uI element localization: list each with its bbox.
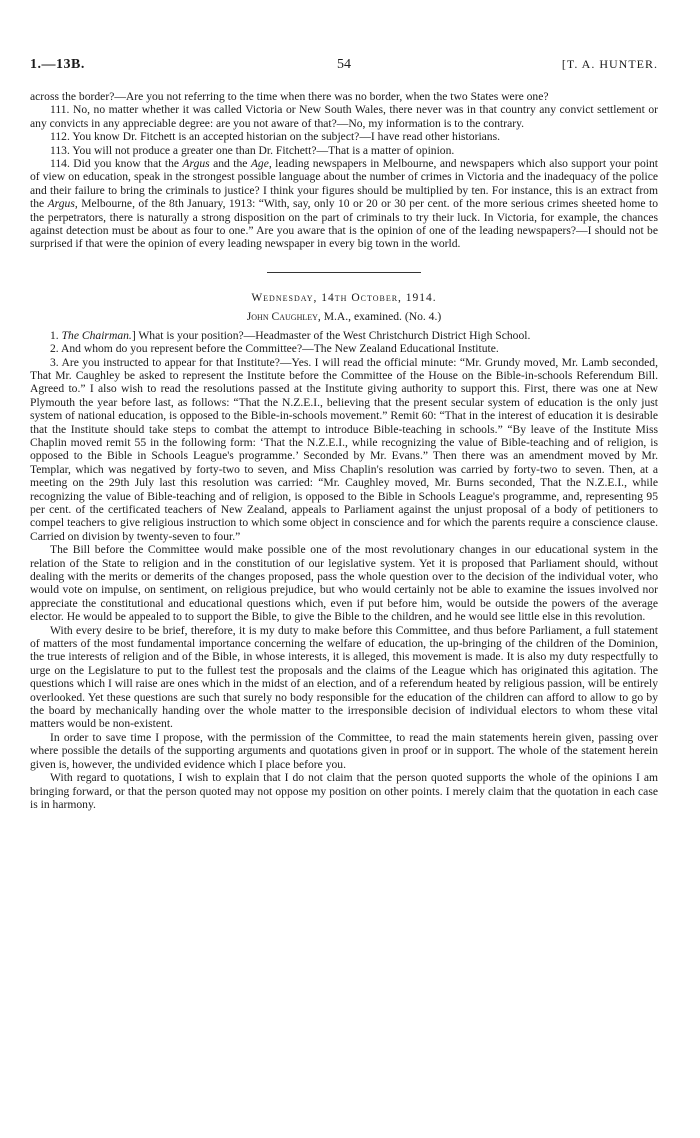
paragraph-q112: 112. You know Dr. Fitchett is an accepted historian on the subject?—I have read other historians. <box>50 130 501 144</box>
page-number: 54 <box>337 57 351 72</box>
sitting-date: Wednesday, 14th October, 1914. <box>251 291 437 304</box>
q114-text-d: , Melbourne, of the 8th January, 1913: “With, say, only 10 or 20 or 30 per cent. of the more serious crimes sheeted home to the perpetrators, there is naturally a strong disposition on the part of criminals to try their luck. In Victoria, for example, the chances against detection must be about as four to one.” Are you aware that is the opinion of one of the leading newspapers?—I should not be surprised if that were the opinion of every leading newspaper in every big town in the world. <box>30 197 658 251</box>
witness-details: , M.A., examined. (No. 4.) <box>317 310 442 324</box>
q1-text: ] What is your position?—Headmaster of the West Christchurch District High School. <box>131 328 531 342</box>
q114-text-c: , leading newspapers in Melbourne, and newspapers which also support your point of view on education, speak in the strongest possible language about the number of crimes in Victoria and the inadequacy of the police and their failure to bring the criminals to justice? I think your figures should be multiplied by ten. For instance, this is an extract from the <box>30 157 658 211</box>
paragraph-q113: 113. You will not produce a greater one than Dr. Fitchett?—That is a matter of opinion. <box>50 143 455 157</box>
document-body <box>30 90 658 811</box>
newspaper-argus: Argus <box>182 157 210 171</box>
paragraph-bill: The Bill before the Committee would make possible one of the most revolutionary changes in our educational system in the relation of the State to religion and in the constitution of our legislative system. Yet it is proposed that Parliament should, without dealing with the merits or demerits of the changes proposed, pass the whole question over to the decision of the individual voter, who would vote on impulse, on sentiment, on religious prejudice, but who would certainly not be able to examine the issues involved nor appreciate the constitutional and educational questions which, even if put before him, would be outside the powers of the average elector. He would be appealed to to support the Bible, to give the Bible to the children, and he would see little else in this revolution. <box>30 543 658 624</box>
witness-name: John Caughley <box>246 310 318 324</box>
paragraph-q2: 2. And whom do you represent before the Committee?—The New Zealand Educational Institute. <box>50 342 499 356</box>
newspaper-age: Age <box>250 157 269 171</box>
chairman-label: The Chairman. <box>61 328 132 342</box>
witness-running-head: [T. A. HUNTER. <box>561 57 658 71</box>
paragraph-q1 <box>30 329 658 342</box>
paragraph-q111: 111. No, no matter whether it was called Victoria or New South Wales, there never was in that country any convict settlement or any convicts in any appreciable degree: are you not aware of that?—No, my information is to the contrary. <box>30 103 658 130</box>
paragraph-quotations: With regard to quotations, I wish to explain that I do not claim that the person quoted supports the whole of the opinions I am bringing forward, or that the person quoted may not oppose my position on other points. I merely claim that the quotation in each case is in harmony. <box>30 771 658 811</box>
q114-text-a: 114. Did you know that the <box>50 157 183 171</box>
paragraph-continuation: across the border?—Are you not referring to the time when there was no border, when the two States were one? <box>30 90 549 103</box>
paragraph-q114 <box>30 157 658 251</box>
newspaper-argus-2: Argus <box>47 197 75 211</box>
paragraph-q3: 3. Are you instructed to appear for that Institute?—Yes. I will read the official minute: “Mr. Grundy moved, Mr. Lamb seconded, That Mr. Caughley be asked to represent the Institute before the Committee of the House on the Bible-in-schools Referendum Bill. Agreed to.” I also wish to read the resolutions passed at the Institute giving authority to support this. First, there was one at New Plymouth the year before last, as follows: “That the N.Z.E.I., believing that the present secular system of education is the only just system of national education, is opposed to the Bible-in-schools movement.” Remit 60: “That in the interest of education it is desirable that the Institute should take steps to combat the attempt to introduce Bible-teaching in schools.” “By leave of the Institute Miss Chaplin moved remit 55 in the following form: ‘That the N.Z.E.I., while recognizing the value of Bible-teaching and of religion, is opposed to the Bible in Schools League's programme.’ Seconded by Mr. Evans.” Then there was an amendment moved by Mr. Templar, which was negatived by forty-two to seven, and Miss Chaplin's resolution was carried by forty-two to seven. Then, at a meeting on the 29th July last this resolution was carried: “Mr. Caughley moved, Mr. Burns seconded, That the N.Z.E.I., while recognizing the value of Bible-teaching and of religion, is opposed to the Bible in Schools League's programme, and, representing 95 per cent. of the certificated teachers of New Zealand, appeals to Parliament against the unjust proposal of a body of petitioners to compel teachers to give religious instruction to which some object in conscience and for which the parents require a conscience clause. Carried on division by twenty-seven to four.” <box>30 355 658 543</box>
series-number: 1.—13B. <box>30 57 85 72</box>
q1-number: 1. <box>50 328 62 342</box>
q114-text-b: and the <box>209 157 251 171</box>
paragraph-duty: With every desire to be brief, therefore, it is my duty to make before this Committee, and thus before Parliament, a full statement of matters of the most fundamental importance concerning the welfare of education, the up-bringing of the children of the Dominion, the true interests of religion and of the Bible, in whose interests, it is alleged, this movement is made. It is also my duty respectfully to urge on the Legislature to put to the fullest test the proposals and the claims of the League which has originated this agitation. The questions which I will raise are ones which in the midst of an election, and of a referendum heated by religious passion, will be entirely overlooked. Yet these questions are such that surely no body responsible for the education of the children can afford to allow to go by the board by mechanically handing over the whole matter to the irresponsible decision of individual electors to whom these vital matters would be non-existent. <box>30 623 658 731</box>
paragraph-save-time: In order to save time I propose, with the permission of the Committee, to read the main statements herein given, passing over where possible the details of the supporting arguments and quotations given in proof or in support. The whole of the statement herein given is, however, the undivided evidence which I place before you. <box>30 730 658 771</box>
page-header <box>30 57 658 77</box>
section-divider <box>267 272 421 273</box>
witness-heading <box>30 310 658 323</box>
